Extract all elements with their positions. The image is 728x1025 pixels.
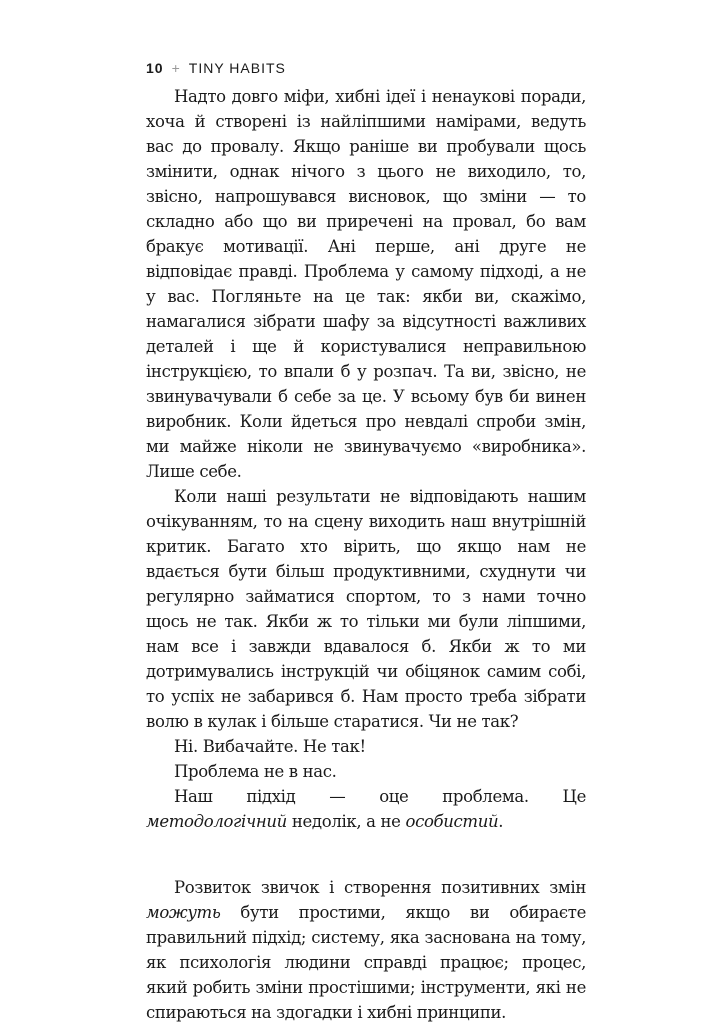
paragraph-not-us: Проблема не в нас. <box>174 762 337 781</box>
habits-text-1: Розвиток звичок і створення позитивних змін <box>174 878 586 897</box>
section-gap <box>146 834 586 875</box>
paragraph-myths: Надто довго міфи, хибні ідеї і ненаукові поради, хоча й створені із найліпшими намірами, ведуть вас до провалу. Якщо раніше ви пробували щось змінити, однак нічого з цього не виходило, то, звісно, напрошувався висновок, що зміни — то складно або що ви приречені на провал, бо вам бракує мотивації. Ані перше, ані друге не відповідає правді. Проблема у самому підході, а не у вас. Погляньте на це так: якби ви, скажімо, намагалися зібрати шафу за відсутності важливих деталей і ще й користувалися неправильною інструкцією, то впали б у розпач. Та ви, звісно, не звинувачували б себе за це. У всьому був би винен виробник. Коли йдеться про невдалі спроби змін, ми майже ніколи не звинувачуємо «виробника». Лише себе. <box>146 87 586 481</box>
paragraph-no-sorry: Ні. Вибачайте. Не так! <box>174 737 366 756</box>
body-text <box>146 84 586 1025</box>
approach-text-1: Наш підхід — оце проблема. Це <box>174 787 586 806</box>
book-title: TINY HABITS <box>188 60 286 76</box>
approach-text-2: недолік, а не <box>286 812 406 831</box>
paragraph-inner-critic: Коли наші результати не відповідають нашим очікуванням, то на сцену виходить наш внутрішній критик. Багато хто вірить, що якщо нам не вдається бути більш продуктивними, схуднути чи регулярно займатися спортом, то з нами точно щось не так. Якби ж то тільки ми були ліпшими, нам все і завжди вдавалося б. Якби ж то ми дотримувались інструкцій чи обіцянок самим собі, то успіх не забарився б. Нам просто треба зібрати волю в кулак і більше старатися. Чи не так? <box>146 487 586 731</box>
page-number: 10 <box>146 60 164 76</box>
paragraph-approach <box>146 784 586 834</box>
habits-emphasis-can: можуть <box>146 903 221 922</box>
paragraph-habits <box>146 875 586 1025</box>
header-separator: + <box>171 60 181 76</box>
running-header <box>146 60 286 76</box>
approach-emphasis-personal: особистий <box>405 812 499 831</box>
habits-text-2: бути простими, якщо ви обираєте правильний підхід; систему, яка заснована на тому, як психологія людини справді працює; процес, який робить зміни простішими; інструменти, які не спираються на здогадки і хибні принципи. <box>146 903 586 1022</box>
approach-text-3: . <box>498 812 504 831</box>
approach-emphasis-methodological: методологічний <box>146 812 287 831</box>
